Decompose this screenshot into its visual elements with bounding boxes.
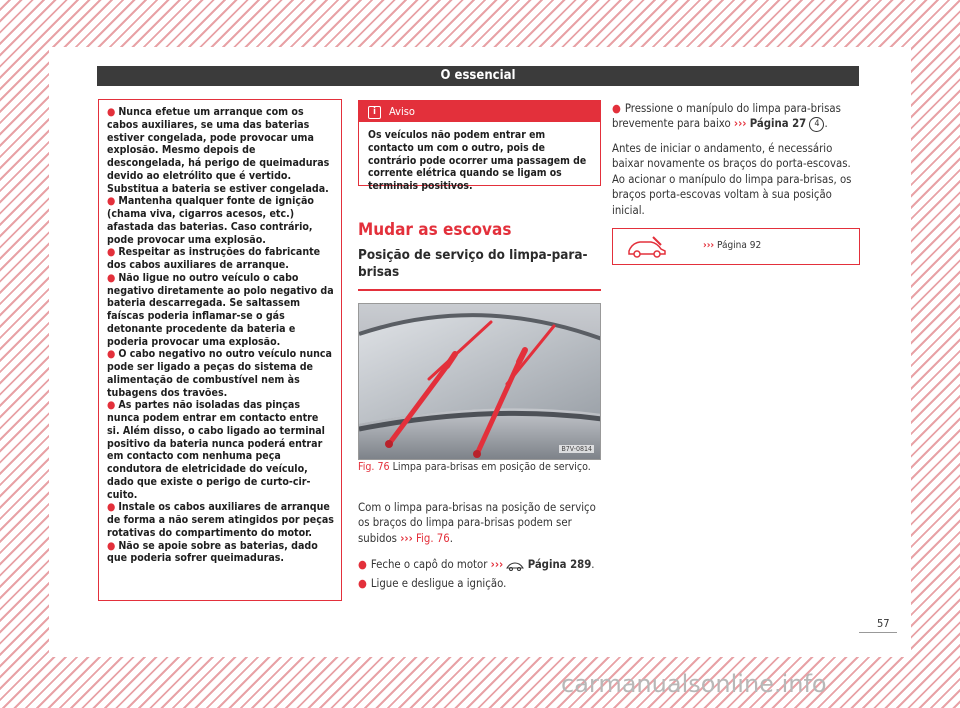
bullet-icon: ●	[107, 271, 116, 284]
wiper-illustration	[359, 304, 601, 460]
bullet-icon: ●	[612, 102, 621, 115]
watermark: carmanualsonline.info	[561, 670, 827, 698]
list-item: ● Pressione o manípulo do limpa para-brisas brevemente para baixo ››› Página 27 4 .	[612, 102, 841, 131]
figure-caption	[358, 461, 601, 475]
warning-item: ● Instale os cabos auxiliares de arranque de forma a não serem atingidos por peças rotativas do compartimento do motor.	[107, 501, 334, 539]
note-box	[358, 100, 601, 193]
callout-number: 4	[809, 117, 824, 132]
warning-box	[98, 99, 342, 601]
bullet-icon: ●	[107, 539, 116, 552]
note-header	[359, 101, 600, 122]
bullet-icon: ●	[107, 348, 116, 361]
car-reference-icon	[625, 235, 669, 259]
reference-link[interactable]: ››› Página 92	[703, 240, 762, 251]
figure-link[interactable]: Fig. 76	[416, 531, 450, 545]
list-item: ● Ligue e desligue a ignição.	[358, 577, 507, 591]
figure-wiper-image	[358, 303, 601, 460]
section-subtitle: Posição de serviço do limpa-para-brisas	[358, 248, 588, 280]
figure-caption-text: Limpa para-brisas em posição de serviço.	[392, 461, 591, 473]
right-steps-list	[612, 101, 862, 132]
warning-item: ● Mantenha qualquer fonte de ignição (chama viva, cigarros acesos, etc.) afastada das baterias. Caso contrário, pode provocar uma explosão.	[107, 195, 314, 246]
bullet-icon: ●	[107, 501, 116, 514]
list-item: ● Feche o capô do motor ››› Página 289.	[358, 558, 595, 571]
bullet-icon: ●	[358, 558, 367, 571]
page-header: O essencial	[97, 66, 859, 86]
steps-list	[358, 557, 601, 596]
reference-box	[612, 228, 860, 265]
page-link[interactable]: Página 289	[527, 558, 592, 571]
page-number-rule	[859, 632, 897, 633]
warning-item: ● O cabo negativo no outro veículo nunca pode ser ligado a peças do sistema de alimentação de combustível nem às tubagens dos travões.	[107, 348, 332, 399]
figure-code: B7V-0814	[561, 445, 592, 453]
bullet-icon: ●	[107, 246, 116, 259]
bullet-icon: ●	[107, 399, 116, 412]
wiper-pivot-left	[385, 440, 393, 448]
bullet-icon: ●	[107, 106, 116, 118]
warning-item: ● Não se apoie sobre as baterias, dado que poderia sofrer queimaduras.	[107, 539, 318, 565]
wiper-pivot-right	[473, 450, 481, 458]
subtitle-rule	[358, 289, 601, 291]
warning-item: ● Não ligue no outro veículo o cabo negativo diretamente ao polo negativo da bateria descarregada. Se saltassem faíscas poderia inflamar-se o gás detonante procedente da bateria e poderia provocar uma explosão.	[107, 271, 334, 348]
info-icon: i	[368, 106, 381, 119]
car-hood-icon	[506, 559, 524, 571]
note-text: Os veículos não podem entrar em contacto um com o outro, pois de contrário pode ocorrer uma passagem de corrente elétrica quando se ligam os terminais positivos.	[368, 129, 587, 193]
bullet-icon: ●	[358, 577, 367, 591]
right-paragraph: Antes de iniciar o andamento, é necessário baixar novamente os braços do porta-escovas. Ao acionar o manípulo do limpa para-brisas, os braços porta-escovas voltam à sua posição inicial.	[612, 142, 852, 217]
page-number: 57	[877, 617, 890, 630]
warning-item: ● As partes não isoladas das pinças nunca podem entrar em contacto entre si. Além disso, o cabo ligado ao terminal positivo da bateria nunca poderá entrar em contacto com nenhuma peça condutora de eletricidade do veículo, dado que existe o perigo de curto-circuito.	[107, 399, 325, 501]
bullet-icon: ●	[107, 195, 116, 208]
warning-item: ● Nunca efetue um arranque com os cabos auxiliares, se uma das baterias estiver congelada, pode provocar uma explosão. Mesmo depois de descongelada, há perigo de queimaduras devido ao eletrólito que é vertido. Substitua a bateria se estiver congelada.	[107, 106, 330, 195]
intro-paragraph: Com o limpa para-brisas na posição de serviço os braços do limpa para-brisas podem ser subidos ››› Fig. 76.	[358, 501, 596, 545]
note-label: Aviso	[389, 105, 415, 118]
warning-item: ● Respeitar as instruções do fabricante dos cabos auxiliares de arranque.	[107, 246, 321, 271]
page-link[interactable]: Página 27	[749, 117, 807, 131]
figure-label: Fig. 76	[358, 461, 390, 473]
section-title: Mudar as escovas	[358, 220, 512, 240]
